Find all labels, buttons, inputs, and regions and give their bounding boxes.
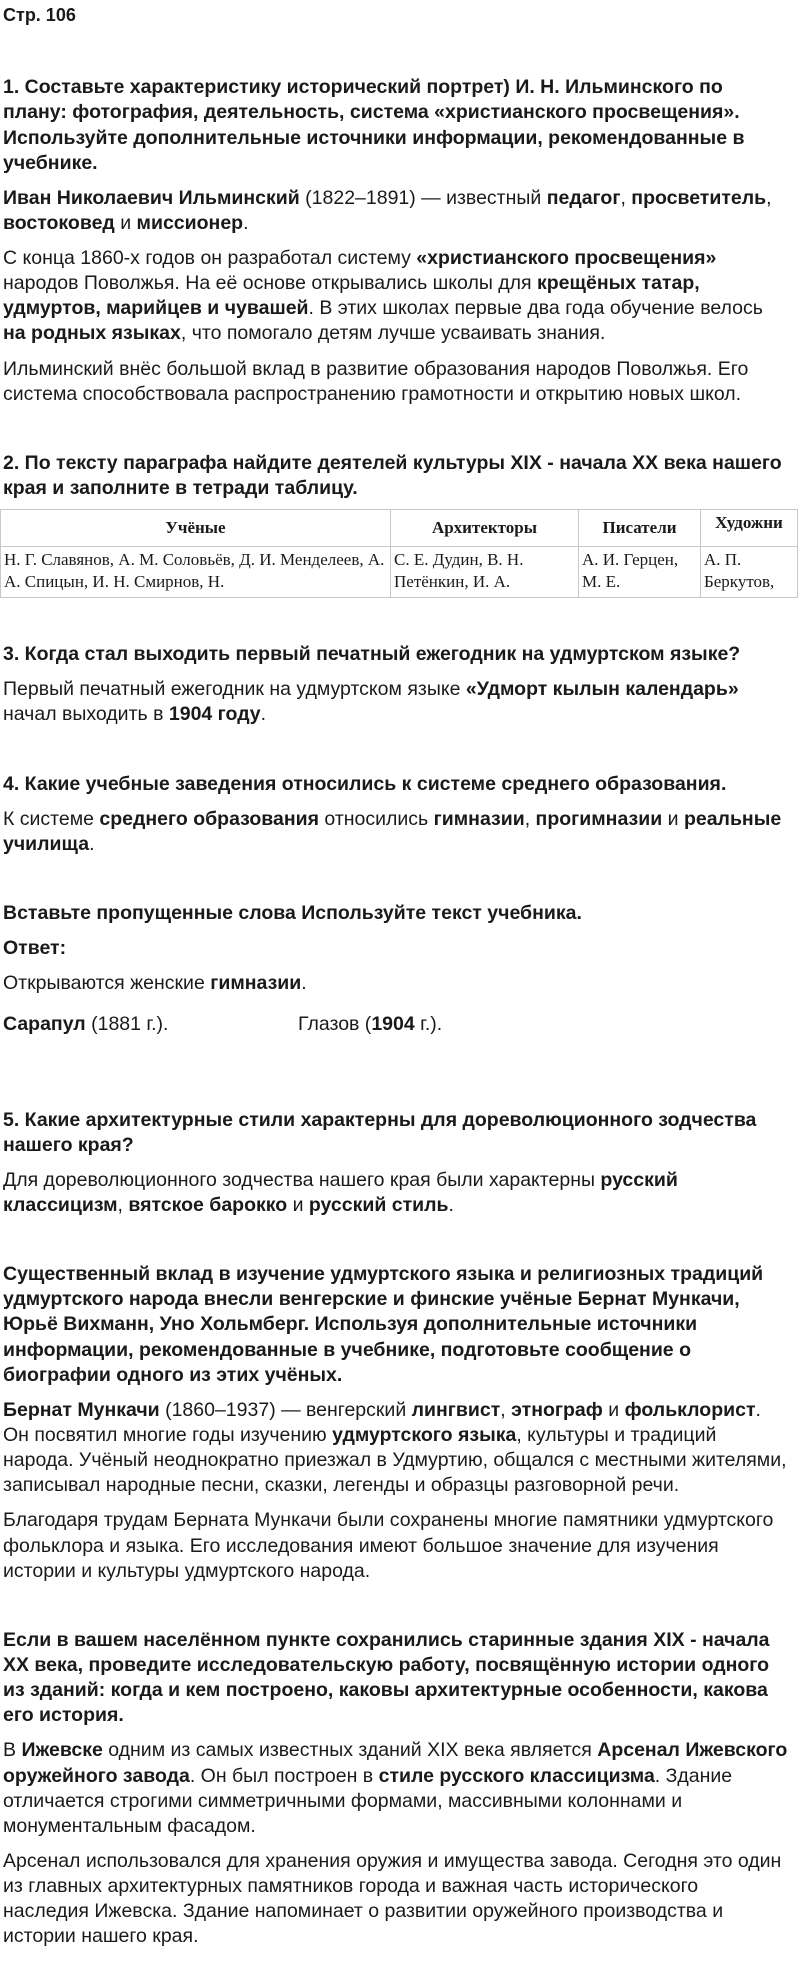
text: . bbox=[301, 972, 307, 995]
bold-text: крещёных татар, удмуртов, марийцев и чувашей bbox=[3, 272, 700, 320]
q3-answer bbox=[3, 677, 789, 727]
document-page bbox=[0, 4, 789, 1950]
bold-text: этнограф bbox=[511, 1398, 603, 1421]
text: В bbox=[3, 1739, 22, 1762]
header-architects: Архитекторы bbox=[391, 510, 579, 547]
text: и bbox=[114, 211, 137, 234]
cell-text: А. П. Беркутов, bbox=[704, 550, 775, 592]
bold-text: востоковед bbox=[3, 211, 115, 234]
text: (1881 г.). bbox=[85, 1013, 169, 1036]
bold-text: миссионер bbox=[136, 211, 244, 234]
question-1: 1. Составьте характеристику исторический портрет) И. Н. Ильминского по плану: фотография, деятельность, система «христианского просвещения». Используйте дополнительные источники информации, рекомендованные в учебнике. bbox=[3, 76, 745, 174]
header-scientists: Учёные bbox=[1, 510, 391, 547]
text: (1822–1891) — известный bbox=[299, 186, 547, 209]
question-6-section bbox=[3, 1262, 789, 1584]
bold-text: прогимназии bbox=[535, 807, 663, 830]
fill-line-2 bbox=[3, 1012, 789, 1037]
fill-line-1 bbox=[3, 971, 789, 996]
bold-text: просветитель bbox=[631, 186, 767, 209]
bold-text: педагог bbox=[546, 186, 621, 209]
text: г.). bbox=[414, 1013, 443, 1036]
text: одним из самых известных зданий XIX века является bbox=[102, 1739, 598, 1762]
text: Глазов ( bbox=[298, 1013, 372, 1036]
q1-paragraph-1 bbox=[3, 186, 789, 236]
text: . bbox=[89, 832, 95, 855]
cell-writers bbox=[579, 547, 701, 598]
text: (1860–1937) — венгерский bbox=[159, 1398, 412, 1421]
bold-text: гимназии bbox=[433, 807, 525, 830]
question-7-section bbox=[3, 1628, 789, 1950]
text: , что помогало детям лучше усваивать знания. bbox=[180, 322, 606, 345]
bold-text: русский классицизм bbox=[3, 1168, 678, 1217]
text: Первый печатный ежегодник на удмуртском языке bbox=[3, 678, 466, 701]
person-name: Иван Николаевич Ильминский bbox=[3, 186, 300, 209]
bold-text: вятское барокко bbox=[128, 1194, 288, 1217]
question-2-section bbox=[3, 451, 789, 598]
text: . Здание отличается строгими симметричными формами, массивными колоннами и монументальным фасадом. bbox=[3, 1764, 733, 1837]
page-label: Стр. 106 bbox=[3, 5, 76, 25]
q1-paragraph-3: Ильминский внёс большой вклад в развитие образования народов Поволжья. Его система способствовала распространению грамотности и открытию новых школ. bbox=[3, 357, 749, 405]
fill-in-section bbox=[3, 901, 789, 1038]
bold-text: Сарапул bbox=[3, 1013, 86, 1036]
table-row bbox=[1, 547, 798, 598]
text: и bbox=[602, 1398, 625, 1421]
text: , культуры и традиций народа. Учёный неоднократно приезжал в Удмуртию, общался с местными жителями, записывал народные песни, сказки, легенды и образцы разговорной речи. bbox=[3, 1424, 787, 1497]
text: , bbox=[500, 1398, 512, 1421]
question-3: 3. Когда стал выходить первый печатный ежегодник на удмуртском языке? bbox=[3, 643, 741, 666]
text: К системе bbox=[3, 807, 100, 830]
bold-text: Бернат Мункачи bbox=[3, 1398, 160, 1421]
text: . bbox=[260, 703, 267, 726]
q4-answer bbox=[3, 807, 789, 857]
bold-text: Ижевске bbox=[21, 1739, 103, 1762]
question-5-section bbox=[3, 1108, 789, 1219]
text: и bbox=[662, 807, 684, 830]
bold-text: «христианского просвещения» bbox=[416, 247, 717, 270]
text: , bbox=[524, 807, 536, 830]
fill-sarapul bbox=[3, 1012, 298, 1037]
question-4-section bbox=[3, 772, 789, 857]
text: Открываются женские bbox=[3, 972, 211, 995]
question-2: 2. По тексту параграфа найдите деятелей культуры XIX - начала XX века нашего края и заполните в тетради таблицу. bbox=[3, 451, 782, 500]
cell-artists bbox=[701, 547, 798, 598]
q7-paragraph-1 bbox=[3, 1738, 789, 1839]
header-writers: Писатели bbox=[579, 510, 701, 547]
bold-text: 1904 году bbox=[168, 703, 261, 726]
text: . bbox=[243, 211, 249, 234]
text: относились bbox=[319, 807, 434, 830]
bold-text: Арсенал Ижевского оружейного завода bbox=[3, 1739, 788, 1787]
bold-text: гимназии bbox=[210, 972, 302, 995]
q7-paragraph-2: Арсенал использовался для хранения оружия и имущества завода. Сегодня это один из главных архитектурных памятников города и важная часть исторического наследия Ижевска. Здание напоминает о развитии оружейного производства и истории нашего края. bbox=[3, 1849, 782, 1948]
text: . Он посвятил многие годы изучению bbox=[3, 1398, 761, 1446]
header-artists: Художни bbox=[701, 510, 798, 547]
text: . bbox=[448, 1194, 454, 1217]
text: . Он был построен в bbox=[189, 1764, 379, 1787]
q6-paragraph-2: Благодаря трудам Берната Мункачи были сохранены многие памятники удмуртского фольклора и языка. Его исследования имеют большое значение для изучения истории и культуры удмуртского народа. bbox=[3, 1509, 774, 1582]
text: , bbox=[117, 1194, 129, 1217]
question-1-section bbox=[3, 75, 789, 407]
culture-figures-table bbox=[0, 509, 798, 598]
text: С конца 1860-х годов он разработал систему bbox=[3, 247, 417, 270]
text: . В этих школах первые два года обучение велось bbox=[308, 297, 763, 320]
bold-text: 1904 bbox=[371, 1013, 415, 1036]
table-header-row bbox=[1, 510, 798, 547]
question-7: Если в вашем населённом пункте сохранились старинные здания XIX - начала XX века, проведите исследовательскую работу, посвящённую истории одного из зданий: когда и кем построено, каковы архитектурные особенности, какова его история. bbox=[3, 1628, 770, 1727]
q5-answer bbox=[3, 1168, 789, 1218]
question-4: 4. Какие учебные заведения относились к системе среднего образования. bbox=[3, 772, 727, 795]
text: и bbox=[287, 1194, 309, 1217]
cell-text: С. Е. Дудин, В. Н. Петёнкин, И. А. bbox=[394, 550, 524, 592]
bold-text: фольклорист bbox=[624, 1398, 756, 1421]
answer-label: Ответ: bbox=[3, 937, 67, 960]
fill-in-question: Вставьте пропущенные слова Используйте текст учебника. bbox=[3, 902, 582, 925]
text: Для дореволюционного зодчества нашего края были характерны bbox=[3, 1168, 601, 1191]
text: , bbox=[766, 186, 772, 209]
bold-text: реальные училища bbox=[3, 807, 782, 855]
bold-text: стиле русского классицизма bbox=[378, 1764, 655, 1787]
question-3-section bbox=[3, 642, 789, 727]
text: начал выходить в bbox=[3, 703, 169, 726]
bold-text: среднего образования bbox=[99, 807, 319, 830]
q1-paragraph-2 bbox=[3, 246, 789, 347]
text: народов Поволжья. На её основе открывались школы для bbox=[3, 272, 538, 295]
question-6: Существенный вклад в изучение удмуртского языка и религиозных традиций удмуртского народа внесли венгерские и финские учёные Бернат Мункачи, Юрьё Вихманн, Уно Хольмберг. Используя дополнительные источники информации, рекомендованные в учебнике, подготовьте сообщение о биографии одного из этих учёных. bbox=[3, 1263, 764, 1386]
bold-text: лингвист bbox=[411, 1398, 501, 1421]
bold-text: «Удморт кылын календарь» bbox=[465, 678, 739, 701]
cell-architects bbox=[391, 547, 579, 598]
bold-text: удмуртского языка bbox=[332, 1424, 517, 1446]
fill-glazov bbox=[298, 1012, 442, 1037]
q6-paragraph-1 bbox=[3, 1398, 789, 1499]
cell-scientists bbox=[1, 547, 391, 598]
cell-text: А. И. Герцен, М. Е. bbox=[582, 550, 679, 592]
bold-text: на родных языках bbox=[3, 322, 181, 345]
question-5: 5. Какие архитектурные стили характерны для дореволюционного зодчества нашего края? bbox=[3, 1108, 757, 1156]
text: , bbox=[620, 186, 632, 209]
cell-text: Н. Г. Славянов, А. М. Соловьёв, Д. И. Менделеев, А. А. Спицын, И. Н. Смирнов, Н. bbox=[4, 550, 385, 592]
bold-text: русский стиль bbox=[308, 1194, 449, 1217]
